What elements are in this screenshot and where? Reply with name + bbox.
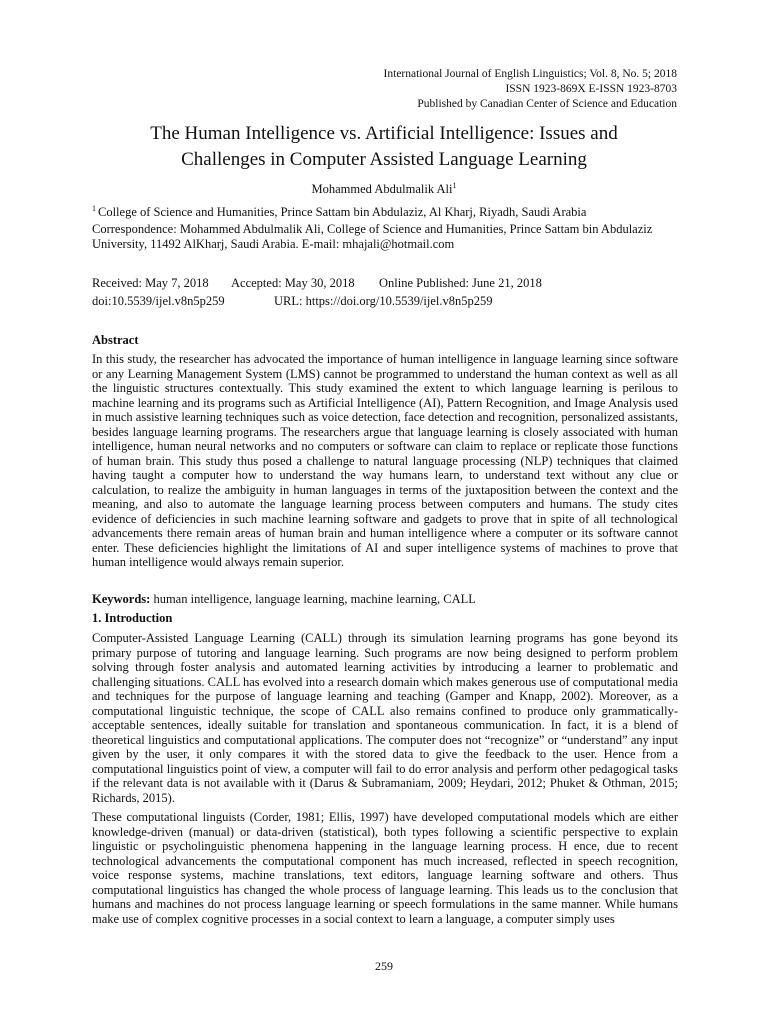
url[interactable]: URL: https://doi.org/10.5539/ijel.v8n5p259 <box>274 294 493 308</box>
ids-row <box>92 294 493 309</box>
correspondence: Correspondence: Mohammed Abdulmalik Ali, College of Science and Humanities, Prince Sattam bin Abdulaziz University, 11492 AlKharj, Saudi Arabia. E-mail: mhajali@hotmail.com <box>92 222 653 251</box>
author-sup: 1 <box>452 181 457 190</box>
article-title <box>90 121 678 173</box>
accepted-date: Accepted: May 30, 2018 <box>231 276 355 290</box>
abstract-text: In this study, the researcher has advocated the importance of human intelligence in language learning since software or any Learning Management System (LMS) cannot be programmed to understand the human context as well as all the linguistic structures contextually. This study examined the extent to which language learning is perilous to machine learning and its programs such as Artificial Intelligence (AI), Pattern Recognition, and Image Analysis used in much assistive learning techniques such as voice detection, face detection and recognition, personalized assistants, besides language learning programs. The researchers argue that language learning is closely associated with human intelligence, human neural networks and no computers or software can claim to replace or replicate those functions of human brain. This study thus posed a challenge to natural language processing (NLP) techniques that claimed having taught a computer how to understand the way humans learn, to understand text without any clue or calculation, to realize the ambiguity in human languages in terms of the juxtaposition between the context and the meaning, and also to automate the language learning process between computers and humans. The study cites evidence of deficiencies in such machine learning software and gadgets to prove that in spite of all technological advancements there remain areas of human brain and human intelligence where a computer or its software cannot enter. These deficiencies highlight the limitations of AI and super intelligence systems of machines to prove that human intelligence would always remain superior. <box>92 352 678 569</box>
title-line-1: The Human Intelligence vs. Artificial Intelligence: Issues and <box>150 123 618 144</box>
title-line-2: Challenges in Computer Assisted Language Learning <box>181 149 587 170</box>
received-date: Received: May 7, 2018 <box>92 276 209 290</box>
dates-row <box>92 276 542 291</box>
page-number: 259 <box>375 959 393 973</box>
affiliation-sup: 1 <box>92 204 96 213</box>
introduction-heading: 1. Introduction <box>92 611 173 625</box>
abstract-heading: Abstract <box>92 333 139 347</box>
author-name: Mohammed Abdulmalik Ali <box>311 182 453 197</box>
journal-line: International Journal of English Linguistics; Vol. 8, No. 5; 2018 <box>383 68 677 80</box>
journal-header <box>177 67 677 112</box>
doi: doi:10.5539/ijel.v8n5p259 <box>92 294 225 308</box>
author-line <box>90 181 678 197</box>
keywords <box>92 592 678 607</box>
issn-line: ISSN 1923-869X E-ISSN 1923-8703 <box>505 83 677 95</box>
affiliation-text: College of Science and Humanities, Prince Sattam bin Abdulaziz, Al Kharj, Riyadh, Saudi Arabia <box>98 205 587 220</box>
intro-paragraph-2: These computational linguists (Corder, 1981; Ellis, 1997) have developed computational models which are either knowledge-driven (manual) or data-driven (statistical), both types following a scientific perspective to explain linguistic or psycholinguistic phenomena happening in the language learning process. H ence, due to recent technological advancements the computational component has much increased, reflected in speech recognition, voice response systems, machine translations, text editors, language learning software and others. Thus computational linguistics has changed the whole process of language learning. This leads us to the conclusion that humans and machines do not process language learning or speech formulations in the same manner. While humans make use of complex cognitive processes in a social context to learn a language, a computer simply uses <box>92 810 678 926</box>
affiliation <box>92 202 678 220</box>
published-date: Online Published: June 21, 2018 <box>379 276 542 290</box>
keywords-label: Keywords: <box>92 592 151 606</box>
publisher-line: Published by Canadian Center of Science and Education <box>417 98 677 110</box>
keywords-text: human intelligence, language learning, machine learning, CALL <box>153 592 476 606</box>
intro-paragraph-1: Computer-Assisted Language Learning (CALL) through its simulation learning programs has gone beyond its primary purpose of tutoring and language learning. Such programs are now being designed to perform problem solving through foster analysis and automated learning activities by introducing a learner to problematic and challenging situations. CALL has evolved into a research domain which makes generous use of computational media and techniques for the purpose of language learning and teaching (Gamper and Knapp, 2002). Moreover, as a computational linguistic technique, the scope of CALL also remains confined to produce only grammatically-acceptable sentences, ideally suitable for translation and spontaneous communication. In fact, it is a blend of theoretical linguistics and computational applications. The computer does not “recognize” or “understand” any input given by the user, it only compares it with the stored data to give the feedback to the user. Hence from a computational linguistics point of view, a computer will fail to do error analysis and perform other pedagogical tasks if the relevant data is not available with it (Darus & Subramaniam, 2009; Heydari, 2012; Phuket & Othman, 2015; Richards, 2015). <box>92 631 678 805</box>
